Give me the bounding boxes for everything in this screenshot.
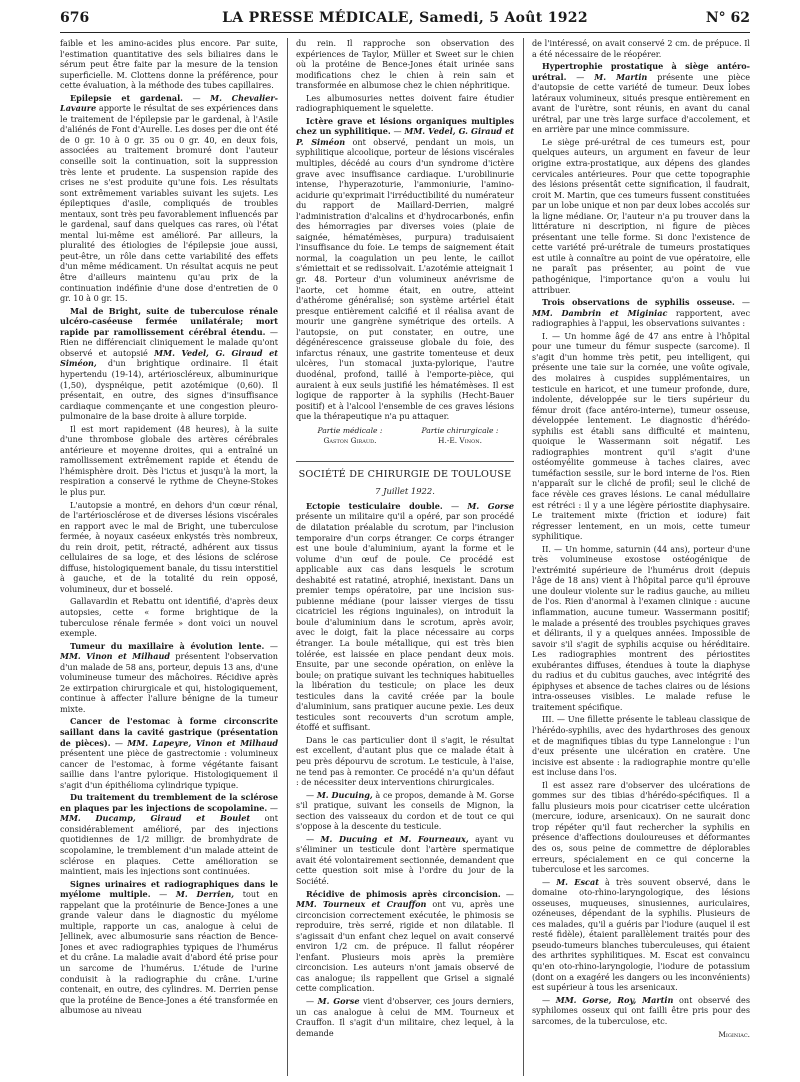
signature-name: H.-E. Vinon.	[438, 436, 482, 446]
report-title: Trois observations de syphilis osseuse.	[542, 297, 735, 308]
discussion-gorse-roy-martin: — MM. Gorse, Roy, Martin ont observé des syphilomes osseux qui ont failli être pris pour des sarcomes, de la tuberculose, etc.	[532, 994, 750, 1026]
section-date: 7 Juillet 1922.	[375, 486, 435, 497]
report-text: présentent une pièce de gastrectomie : volumineux cancer de l'estomac, à forme végétante faisant saillie dans l'antre pylorique. Histologiquement il s'agit d'un épithélioma cylindrique typique.	[60, 748, 278, 790]
paragraph: Dans le cas particulier dont il s'agit, le résultat est excellent, d'autant plus que ce malade était à peu près dépourvu de scrotum. Le testicule, à l'aise, ne tend pas à remonter. Ce procédé n'a qu'un défaut : de nécessiter deux interventions chirurgicales.	[296, 734, 514, 788]
paragraph: I. — Un homme âgé de 47 ans entre à l'hôpital pour une tumeur du fémur suspecte (sarcome). Il s'agit d'un homme très petit, peu intelligent, qui présente une taie sur la cornée, une voûte ogivale, des molaires à cuspides supplémentaires, un testicule en haricot, et une tumeur profonde, dure, indolente, développée sur le tiers supérieur du fémur droit (face antéro-interne), tumeur osseuse, développée lentement. Le diagnostic d'hérédo-syphilis est établi sans difficulté et maintenu, quoique le Wassermann soit négatif. Les radiographies montrent qu'il s'agit d'une ostéomyélite gommeuse à taches claires, avec tuméfaction sessile, sur le bord interne de l'os. Rien n'apparaît sur le cliché de profil; seul le cliché de face révèle ces graves lésions. Le canal médullaire est rétréci : il y a une légère périostite diaphysaire. Le traitement mixte (friction et iodure) fait régresser lentement, en un mois, cette tumeur syphilitique.	[532, 330, 750, 542]
article-columns	[60, 38, 750, 1076]
report-text: Rien ne différenciait cliniquement le malade qu'ont observé et autopsié	[60, 337, 278, 358]
report-title: Du traitement du tremblement de la sclérose en plaques par les injections de scopolamine.	[60, 792, 278, 813]
paragraph: faible et les amino-acides plus encore. Par suite, l'estimation quantitative des sels biliaires dans le sérum peut être faite par la mesure de la tension superficielle. M. Clottens donne la préférence, pour cette évaluation, à la méthode des tubes capillaires.	[60, 38, 278, 91]
report-text: présentent l'observation d'un malade de 58 ans, porteur, depuis 13 ans, d'une volumineuse tumeur des mâchoires. Récidive après 2e extirpation chirurgicale et qui, histologiquement, continue à affecter l'allure bénigne de la tumeur mixte.	[60, 651, 278, 714]
report-ectopie: Ectopie testiculaire double. — M. Gorse présente un militaire qu'il a opéré, par son procédé de dilatation préalable du scrotum, par l'inclusion temporaire d'un corps étranger. Ce corps étranger est une boule d'aluminium, ayant la forme et le volume d'un œuf de poule. Ce procédé est applicable aux cas dans lesquels le scrotum deshabité est ratatiné, atrophié, inexistant. Dans un premier temps opératoire, par une incision sus-pubienne médiane (pour laisser vierges de tissu cicatriciel les régions inguinales), on introduit la boule d'aluminium dans le scrotum, après avoir, avec le doigt, fait la place nécessaire au corps étranger. La boule métallique, qui est très bien tolérée, est laissée en place pendant deux mois. Ensuite, par une seconde opération, on enlève la boule; on pratique suivant les techniques habituelles la libération du testicule; on place les deux testicules dans la cavité créée par la boule d'aluminium, sans pratiquer aucune pexie. Les deux testicules sont recouverts d'un scrotum ample, étoffé et suffisant.	[296, 500, 514, 733]
report-ictere-grave: Ictère grave et lésions organiques multiples chez un syphilitique. — MM. Vedel, G. Giraud et P. Siméon ont observé, pendant un mois, un syphilitique alcoolique, porteur de lésions viscérales multiples, décédé au cours d'un syndrome d'ictère grave avec insuffisance cardiaque. L'urobilinurie intense, l'hyperazoturie, l'ammoniurie, l'amino-acidurie qu'exprimait l'irréductibilité du numérateur du rapport de Maillard-Derrien, malgré l'administration d'alcalins et d'hydrocarbonés, enfin des hémorragies par diverses voies (plaie de saignée, hématémèses, purpura) traduisaient l'insuffisance du foie. Le temps de saignement était normal, la coagulation un peu lente, le caillot s'émiettait et se redissolvait. L'azotémie atteignait 1 gr. 48. Porteur d'un volumineux anévrisme de l'aorte, cet homme était, en outre, atteint d'athérome généralisé; son système artériel était presque entièrement calcifié et il réalisa avant de mourir une gangrène symétrique des orteils. A l'autopsie, on put constater, en outre, une dégénérescence graisseuse globale du foie, des infarctus rénaux, une gastrite tomenteuse et deux ulcères, l'un stomacal juxta-pylorique, l'autre duodénal, profond, taillé à l'emporte-pièce, qui auraient à eux seuls justifié les hématémèses. Il est logique de rapporter à la syphilis (Hecht-Bauer positif) et à l'alcool l'ensemble de ces graves lésions que la thérapeutique n'a pu attaquer.	[296, 115, 514, 422]
section-title: SOCIÉTÉ DE CHIRURGIE DE TOULOUSE	[296, 461, 514, 481]
report-author: MM. Vinon et Milhaud	[60, 651, 171, 662]
report-tumeur-maxillaire: Tumeur du maxillaire à évolution lente. — MM. Vinon et Milhaud présentent l'observation d'un malade de 58 ans, porteur, depuis 13 ans, d'une volumineuse tumeur des mâchoires. Récidive après 2e extirpation chirurgicale et qui, histologiquement, continue à affecter l'allure bénigne de la tumeur mixte.	[60, 640, 278, 714]
paragraph: du rein. Il rapproche son observation des expériences de Taylor, Müller et Sweet sur le chien où la protéine de Bence-Jones était urinée sans modifications chez le chien à rein sain et transformée en albumose chez le chien néphritique.	[296, 38, 514, 91]
discussion-ducuing: — M. Ducuing, à ce propos, demande à M. Gorse s'il pratique, suivant les conseils de Mignon, la section des vaisseaux du cordon et de tout ce qui s'oppose à la descente du testicule.	[296, 789, 514, 832]
signature-name: Gaston Giraud.	[323, 436, 377, 446]
report-author: MM. Dambrin et Miginiac	[532, 307, 668, 318]
paragraph: Le siège pré-urétral de ces tumeurs est, pour quelques auteurs, un argument en faveur de leur origine extra-prostatique, aux dépens des glandes cervicales antérieures. Pour que cette topographie des lésions présentât cette signification, il faudrait, croit M. Martin, que ces tumeurs fussent constituées par un lobe unique et non par deux lobes accolés sur la ligne médiane. Or, l'auteur n'a pu trouver dans la littérature ni description, ni figure de pièces présentant une telle forme. Si donc l'existence de cette variété pré-urétrale de tumeurs prostatiques est utile à connaître au point de vue opératoire, elle ne paraît pas présenter, au point de vue pathogénique, l'importance qu'on a voulu lui attribuer.	[532, 136, 750, 295]
report-title: Cancer de l'estomac à forme circonscrite saillant dans la cavité gastrique (présentation de pièces).	[60, 716, 278, 748]
report-sclerose: Du traitement du tremblement de la sclérose en plaques par les injections de scopolamine. — MM. Ducamp, Giraud et Boulet ont considérablement amélioré, par des injections quotidiennes de 1/2 milligr. de bromhydrate de scopolamine, le tremblement d'un malade atteint de sclérose en plaques. Cette amélioration se maintient, mais les injections sont continuées.	[60, 792, 278, 877]
report-author: MM. Gorse, Roy, Martin	[555, 994, 674, 1005]
report-epilepsie: Epilepsie et gardenal. — M. Chevalier-Lavaure apporte le résultat de ses expériences dans le traitement de l'épilepsie par le gardenal, à l'Asile d'aliénés de Font d'Aurelle. Les doses per die ont été de 0 gr. 10 à 0 gr. 35 ou 0 gr. 40, en deux fois, associées au traitement bromuré dont l'auteur conseille soit la continuation, soit la suppression très lente et prudente. La suspension rapide des crises ne s'est produite qu'une fois. Les résultats sont extrêmement variables suivant les sujets. Les épileptiques d'asile, compliqués de troubles mentaux, sont très peu favorablement influencés par le gardenal, sauf dans quelques cas rares, où l'état mental lui-même est amélioré. Par ailleurs, la pluralité des étiologies de l'épilepsie joue aussi, peut-être, un rôle dans cette variabilité des effets d'un même médicament. Un résultat acquis ne peut être d'ailleurs maintenu qu'au prix de la continuation indéfinie d'une dose d'entretien de 0 gr. 10 à 0 gr. 15.	[60, 92, 278, 304]
report-author: M. Martin	[594, 71, 648, 82]
report-text: ont considérablement amélioré, par des injections quotidiennes de 1/2 milligr. de bromhydrate de scopolamine, le tremblement d'un malade atteint de sclérose en plaques. Cette amélioration se maintient, mais les injections sont continuées.	[60, 813, 278, 877]
report-hypertrophie: Hypertrophie prostatique à siège antéro-urétral. — M. Martin présente une pièce d'autopsie de cette variété de tumeur. Deux lobes latéraux volumineux, situés presque entièrement en avant de l'urètre, sont réunis, en avant du canal urétral, par une très large surface d'accolement, et en arrière par une mince commissure.	[532, 61, 750, 135]
report-title: Ectopie testiculaire double.	[306, 500, 443, 511]
discussion-gorse: — M. Gorse vient d'observer, ces jours derniers, un cas analogue à celui de MM. Tourneux et Crauffon. Il s'agit d'un militaire, chez lequel, à la demande	[296, 996, 514, 1038]
report-mal-de-bright: Mal de Bright, suite de tuberculose rénale ulcéro-caséeuse fermée unilatérale; mort rapide par ramollissement cérébral étendu. — Rien ne différenciait cliniquement le malade qu'ont observé et autopsié MM. Vedel, G. Giraud et Siméon, d'un brightique ordinaire. Il était hypertendu (19-14), artérioscléreux, albuminurique (1,50), dyspnéique, petit azotémique (0,60). Il présentait, en outre, des signes d'insuffisance cardiaque commençante et une congestion pleuro-pulmonaire de la base droite à allure torpide.	[60, 305, 278, 422]
report-myelome: Signes urinaires et radiographiques dans le myélome multiple. — M. Derrien, tout en rappelant que la protéinurie de Bence-Jones a une grande valeur dans le diagnostic du myélome multiple, rapporte un cas, analogue à celui de Jellinek, avec albumosurie sans réaction de Bence-Jones et avec radiographies typiques de l'humérus et du crâne. La maladie avait d'abord été prise pour un sarcome de l'humérus. L'étude de l'urine conduisit à la radiographie du crâne. L'urine contenait, en outre, des cylindres. M. Derrien pense que la protéine de Bence-Jones a été transformée en albumose au niveau	[60, 878, 278, 1016]
issue-number: N° 62	[705, 10, 750, 26]
paragraph: II. — Un homme, saturnin (44 ans), porteur d'une très volumineuse exostose ostéogénique de l'extrémité supérieure de l'humérus droit (depuis l'âge de 18 ans) vient à l'hôpital parce qu'il éprouve une douleur violente sur le radius gauche, au milieu de l'os. Rien d'anormal à l'examen clinique : aucune inflammation, aucune tumeur. Wassermann positif; le malade a présenté des troubles psychiques graves et délirants, il y a quelques années. Impossible de savoir s'il s'agit de syphilis acquise ou héréditaire. Les radiographies montrent des périostites exubérantes diffuses, étendues à toute la diaphyse du radius et du cubitus gauches, avec intégrité des épiphyses et absence de taches claires ou de lésions intra-osseuses visibles. Le malade refuse le traitement spécifique.	[532, 543, 750, 712]
report-author: MM. Tourneux et Crauffon	[296, 899, 427, 910]
discussion-ducuing-fourneaux: — M. Ducuing et M. Fourneaux, ayant vu s'éliminer un testicule dont l'artère spermatique avait été volontairement sectionnée, demandent que cette question soit mise à l'ordre du jour de la Société.	[296, 833, 514, 887]
report-title: Signes urinaires et radiographiques dans le myélome multiple.	[60, 878, 278, 900]
paragraph: III. — Une fillette présente le tableau classique de l'hérédo-syphilis, avec des hydarthroses des genoux et de magnifiques tibias du type Lannelongue : l'un d'eux présente une ulcération en cratère. Une incisive est absente : la radiographie montre qu'elle est incluse dans l'os.	[532, 714, 750, 778]
report-syphilis-osseuse: Trois observations de syphilis osseuse. — MM. Dambrin et Miginiac rapportent, avec radiographies à l'appui, les observations suivantes :	[532, 297, 750, 329]
signature-medical	[296, 426, 404, 447]
report-author: M. Derrien,	[175, 889, 235, 900]
report-author: M. Ducuing et M. Fourneaux,	[320, 833, 469, 844]
report-author: MM. Ducamp, Giraud et Boulet	[60, 813, 251, 824]
report-text: présente un militaire qu'il a opéré, par son procédé de dilatation préalable du scrotum, par l'inclusion temporaire d'un corps étranger. Ce corps étranger est une boule d'aluminium, ayant la forme et le volume d'un œuf de poule. Ce procédé est applicable aux cas dans lesquels le scrotum deshabité est ratatiné, atrophié, inexistant. Dans un premier temps opératoire, par une incision sus-pubienne médiane (pour laisser vierges de tissu cicatriciel les régions inguinales), on introduit la boule d'aluminium dans le scrotum, après avoir, avec le doigt, fait la place nécessaire au corps étranger. La boule métallique, qui est très bien tolérée, est laissée en place pendant deux mois. Ensuite, par une seconde opération, on enlève la boule; on pratique suivant les techniques habituelles la libération du testicule; on place les deux testicules dans la cavité créée par la boule d'aluminium, sans pratiquer aucune pexie. Les deux testicules sont recouverts d'un scrotum ample, étoffé et suffisant.	[296, 511, 514, 733]
section-signatures	[296, 426, 514, 447]
report-text: à ce propos, demande à M. Gorse s'il pratique, suivant les conseils de Mignon, la section des vaisseaux du cordon et de tout ce qui s'oppose à la descente du testicule.	[296, 789, 514, 832]
column-left	[60, 38, 278, 1076]
report-author: MM. Lapeyre, Vinon et Milhaud	[127, 737, 278, 748]
report-author: M. Gorse	[467, 500, 514, 511]
report-text: présente une pièce d'autopsie de cette variété de tumeur. Deux lobes latéraux volumineux, situés presque entièrement en avant de l'urètre, sont réunis, en avant du canal urétral, par une très large surface d'accolement, et en arrière par une mince commissure.	[532, 71, 750, 135]
paragraph: de l'intéressé, on avait conservé 2 cm. de prépuce. Il a été nécessaire de le réopérer.	[532, 38, 750, 59]
report-author: M. Chevalier-Lavaure	[60, 92, 278, 114]
signature-role: Partie chirurgicale :	[421, 425, 499, 435]
report-title: Tumeur du maxillaire à évolution lente.	[70, 640, 265, 651]
report-author: M. Gorse	[317, 996, 360, 1007]
report-title: Epilepsie et gardenal.	[70, 92, 183, 103]
report-text: rapportent, avec radiographies à l'appui, les observations suivantes :	[532, 307, 750, 329]
signature-role: Partie médicale :	[317, 425, 383, 435]
report-author: M. Ducuing,	[316, 789, 373, 800]
report-text: ont observé des syphilomes osseux qui ont failli être pris pour des sarcomes, de la tuberculose, etc.	[532, 994, 750, 1026]
column-rule	[287, 38, 288, 1076]
page-number: 676	[60, 10, 90, 26]
column-right	[532, 38, 750, 1076]
paragraph: Gallavardin et Rebattu ont identifié, d'après deux autopsies, cette « forme brightique de la tuberculose rénale fermée » dont voici un nouvel exemple.	[60, 596, 278, 639]
report-text: ayant vu s'éliminer un testicule dont l'artère spermatique avait été volontairement sectionnée, demandent que cette question soit mise à l'ordre du jour de la Société.	[296, 833, 514, 887]
report-text: d'un brightique ordinaire. Il était hypertendu (19-14), artérioscléreux, albuminurique (1,50), dyspnéique, petit azotémique (0,60). Il présentait, en outre, des signes d'insuffisance cardiaque commençante et une congestion pleuro-pulmonaire de la base droite à allure torpide.	[60, 358, 278, 422]
report-title: Récidive de phimosis après circoncision.	[306, 888, 501, 899]
report-author: M. Escat	[556, 876, 599, 887]
discussion-escat: — M. Escat à très souvent observé, dans le domaine oto-rhino-laryngologique, des lésions osseuses, muqueuses, sinusiennes, auriculaires, ozéneuses, dépendant de la syphilis. Plusieurs de ces malades, qu'il a guéris par l'iodure (auquel il est resté fidèle), étaient parallèlement traités pour des pseudo-tumeurs blanches tuberculeuses, qui étaient des arthrites syphilitiques. M. Escat est convaincu qu'en oto-rhino-laryngologie, l'iodure de potassium (dont on a exagéré les dangers ou les inconvénients) est supérieur à tous les arsenicaux.	[532, 876, 750, 993]
signature-surgical	[406, 426, 514, 447]
report-title: Ictère grave et lésions organiques multiples chez un syphilitique.	[296, 115, 514, 137]
report-text: tout en rappelant que la protéinurie de Bence-Jones a une grande valeur dans le diagnostic du myélome multiple, rapporte un cas, analogue à celui de Jellinek, avec albumosurie sans réaction de Bence-Jones et avec radiographies typiques de l'humérus et du crâne. La maladie avait d'abord été prise pour un sarcome de l'humérus. L'étude de l'urine conduisit à la radiographie du crâne. L'urine contenait, en outre, des cylindres. M. Derrien pense que la protéine de Bence-Jones a été transformée en albumose au niveau	[60, 889, 278, 1016]
report-text: vient d'observer, ces jours derniers, un cas analogue à celui de MM. Tourneux et Crauffon. Il s'agit d'un militaire, chez lequel, à la demande	[296, 996, 514, 1038]
paragraph: Il est assez rare d'observer des ulcérations de gommes sur des tibias d'hérédo-spécifiques. Il a fallu plusieurs mois pour cicatriser cette ulcération (mercure, iodure, arsenicaux). On ne saurait donc trop répéter qu'il faut rechercher la syphilis en présence d'affections douloureuses et déformantes des os, sous peine de commettre de déplorables erreurs, spécialement en ce qui concerne la tuberculose et les sarcomes.	[532, 779, 750, 875]
report-text: apporte le résultat de ses expériences dans le traitement de l'épilepsie par le gardenal, à l'Asile d'aliénés de Font d'Aurelle. Les doses per die ont été de 0 gr. 10 à 0 gr. 35 ou 0 gr. 40, en deux fois, associées au traitement bromuré dont l'auteur conseille soit la continuation, soit la suppression très lente et prudente. La suspension rapide des crises ne s'est produite qu'une fois. Les résultats sont extrêmement variables suivant les sujets. Les épileptiques d'asile, compliqués de troubles mentaux, sont très peu favorablement influencés par le gardenal, sauf dans quelques cas rares, où l'état mental lui-même est amélioré. Par ailleurs, la pluralité des étiologies de l'épilepsie joue aussi, peut-être, un rôle dans cette variabilité des effets d'un même médicament. Un résultat acquis ne peut être d'ailleurs maintenu qu'au prix de la continuation indéfinie d'une dose d'entretien de 0 gr. 10 à 0 gr. 15.	[60, 103, 278, 304]
report-title: Hypertrophie prostatique à siège antéro-urétral.	[532, 61, 750, 82]
report-author: MM. Vedel, G. Giraud et P. Siméon	[296, 126, 514, 147]
paragraph: Les albumosuries nettes doivent faire étudier radiographiquement le squelette.	[296, 92, 514, 114]
report-title: Mal de Bright, suite de tuberculose rénale ulcéro-caséeuse fermée unilatérale; mort rapide par ramollissement cérébral étendu.	[60, 305, 278, 337]
column-middle	[296, 38, 514, 1076]
report-text: à très souvent observé, dans le domaine oto-rhino-laryngologique, des lésions osseuses, muqueuses, sinusiennes, auriculaires, ozéneuses, dépendant de la syphilis. Plusieurs de ces malades, qu'il a guéris par l'iodure (auquel il est resté fidèle), étaient parallèlement traités pour des pseudo-tumeurs blanches tuberculeuses, qui étaient des arthrites syphilitiques. M. Escat est convaincu qu'en oto-rhino-laryngologie, l'iodure de potassium (dont on a exagéré les dangers ou les inconvénients) est supérieur à tous les arsenicaux.	[532, 876, 750, 993]
journal-title: LA PRESSE MÉDICALE, Samedi, 5 Août 1922	[222, 10, 588, 26]
report-phimosis: Récidive de phimosis après circoncision. — MM. Tourneux et Crauffon ont vu, après une circoncision correctement exécutée, le phimosis se reproduire, très serré, rigide et non dilatable. Il s'agissait d'un enfant chez lequel on avait conservé environ 1/2 cm. de prépuce. Il fallut réopérer l'enfant. Plusieurs mois après la première circoncision. Les auteurs n'ont jamais observé de cas analogue; ils rappellent que Grisel a signalé cette complication.	[296, 888, 514, 994]
paragraph: L'autopsie a montré, en dehors d'un cœur rénal, de l'artériosclérose et de diverses lésions viscérales en rapport avec le mal de Bright, une tuberculose fermée, à noyaux caséeux enkystés très nombreux, du rein droit, petit, rétracté, adhérent aux tissus cellulaires de sa loge, et des lésions de sclérose diffuse, histologiquement banale, du tissu interstitiel à gauche, et de la totalité du rein opposé, volumineux, dur et bosselé.	[60, 499, 278, 594]
paragraph: Il est mort rapidement (48 heures), à la suite d'une thrombose globale des artères cérébrales antérieure et moyenne droites, qui a entraîné un ramollissement extrêmement rapide et étendu de l'hémisphère droit. Dès l'ictus et jusqu'à la mort, la respiration a conservé le rythme de Cheyne-Stokes le plus pur.	[60, 423, 278, 497]
report-text: ont observé, pendant un mois, un syphilitique alcoolique, porteur de lésions viscérales multiples, décédé au cours d'un syndrome d'ictère grave avec insuffisance cardiaque. L'urobilinurie intense, l'hyperazoturie, l'ammoniurie, l'amino-acidurie qu'exprimait l'irréductibilité du numérateur du rapport de Maillard-Derrien, malgré l'administration d'alcalins et d'hydrocarbonés, enfin des hémorragies par diverses voies (plaie de saignée, hématémèses, purpura) traduisaient l'insuffisance du foie. Le temps de saignement était normal, la coagulation un peu lente, le caillot s'émiettait et se redissolvait. L'azotémie atteignait 1 gr. 48. Porteur d'un volumineux anévrisme de l'aorte, cet homme était, en outre, atteint d'athérome généralisé; son système artériel était presque entièrement calcifié et il réalisa avant de mourir une gangrène symétrique des orteils. A l'autopsie, on put constater, en outre, une dégénérescence graisseuse globale du foie, des infarctus rénaux, une gastrite tomenteuse et deux ulcères, l'un stomacal juxta-pylorique, l'autre duodénal, profond, taillé à l'emporte-pièce, qui auraient à eux seuls justifié les hématémèses. Il est logique de rapporter à la syphilis (Hecht-Bauer positif) et à l'alcool l'ensemble de ces graves lésions que la thérapeutique n'a pu attaquer.	[296, 136, 514, 422]
report-signature: Miginiac.	[718, 1030, 750, 1040]
column-rule	[523, 38, 524, 1076]
report-text: ont vu, après une circoncision correctement exécutée, le phimosis se reproduire, très serré, rigide et non dilatable. Il s'agissait d'un enfant chez lequel on avait conservé environ 1/2 cm. de prépuce. Il fallut réopérer l'enfant. Plusieurs mois après la première circoncision. Les auteurs n'ont jamais observé de cas analogue; ils rappellent que Grisel a signalé cette complication.	[296, 899, 514, 994]
report-author: MM. Vedel, G. Giraud et Siméon,	[60, 347, 278, 369]
page-header	[60, 10, 750, 33]
report-cancer-estomac: Cancer de l'estomac à forme circonscrite saillant dans la cavité gastrique (présentation de pièces). — MM. Lapeyre, Vinon et Milhaud présentent une pièce de gastrectomie : volumineux cancer de l'estomac, à forme végétante faisant saillie dans l'antre pylorique. Histologiquement il s'agit d'un épithélioma cylindrique typique.	[60, 716, 278, 790]
